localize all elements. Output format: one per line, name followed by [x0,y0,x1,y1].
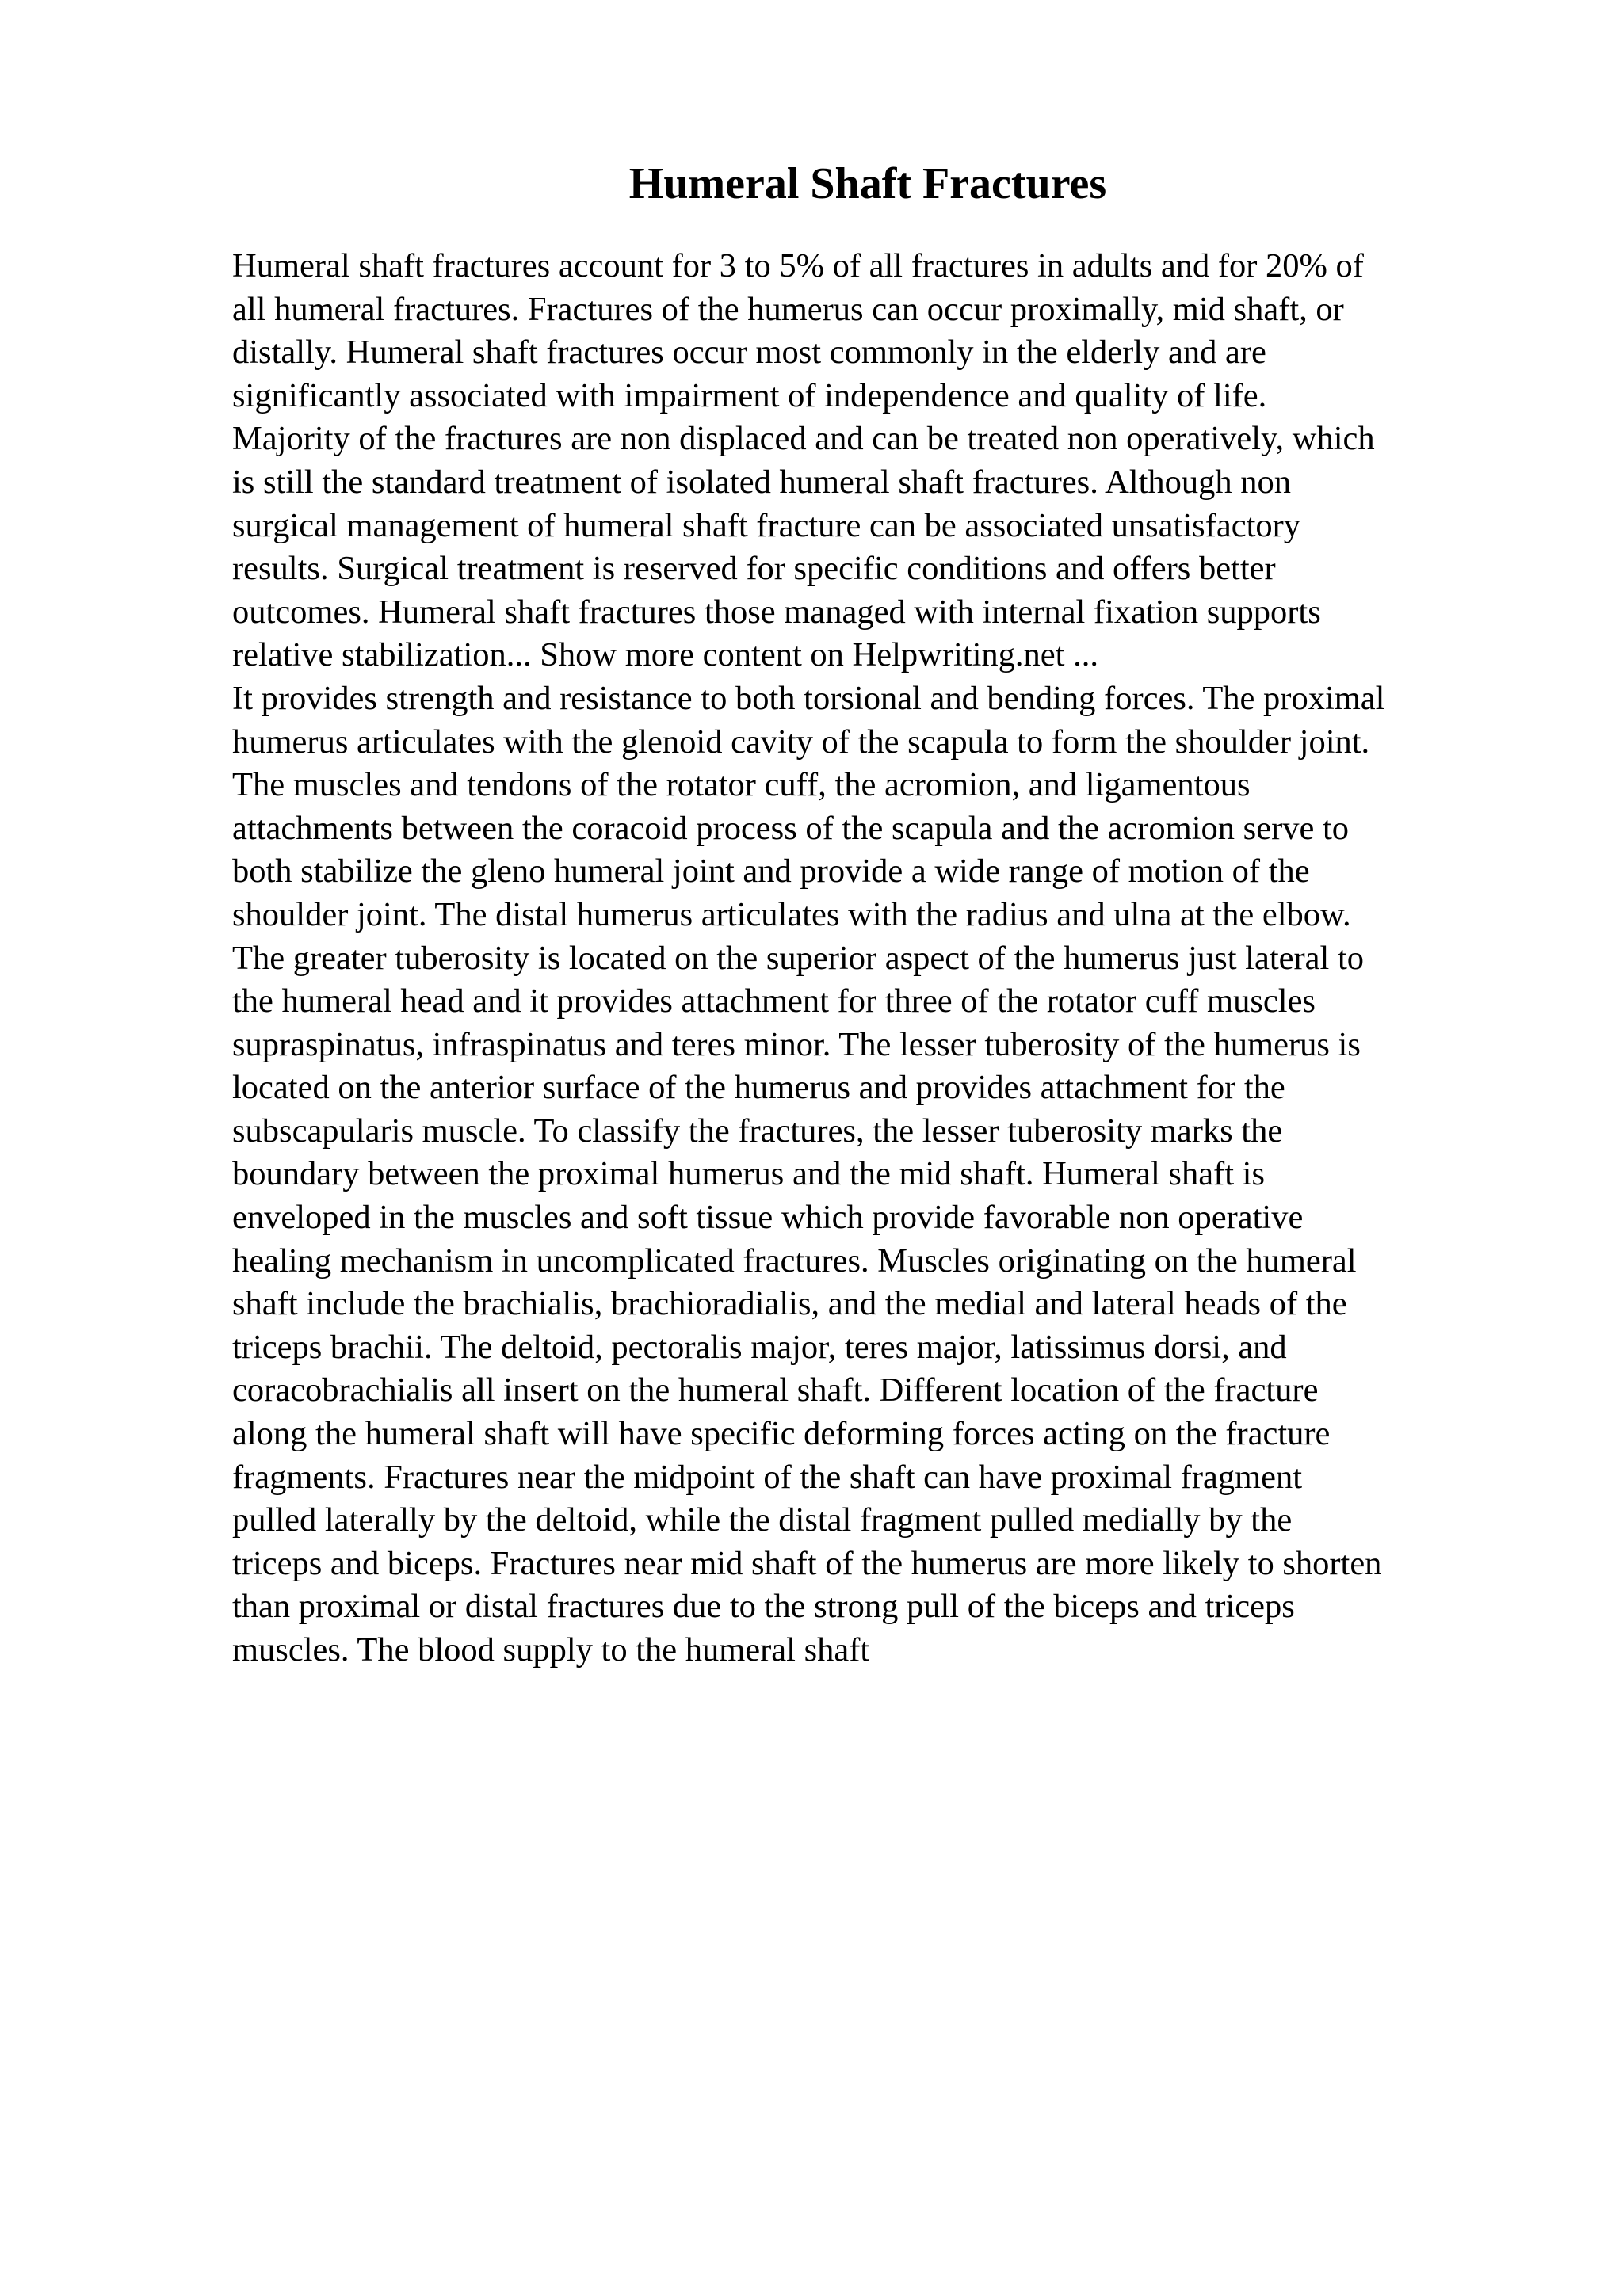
body-text-line: outcomes. Humeral shaft fractures those managed with internal fixation supports [232,593,1321,631]
document-title: Humeral Shaft Fractures [628,159,1107,208]
body-text-line: attachments between the coracoid process of the scapula and the acromion serve to [232,809,1350,847]
body-text-line: significantly associated with impairment of independence and quality of life. [232,376,1267,414]
body-text-line: The muscles and tendons of the rotator cuff, the acromion, and ligamentous [232,766,1251,804]
body-text-line: shoulder joint. The distal humerus articulates with the radius and ulna at the elbow. [232,895,1351,933]
body-text-line: muscles. The blood supply to the humeral shaft [232,1631,870,1669]
body-text-line: triceps and biceps. Fractures near mid shaft of the humerus are more likely to shorten [232,1544,1382,1582]
body-text-line: supraspinatus, infraspinatus and teres minor. The lesser tuberosity of the humerus is [232,1025,1361,1063]
body-text-line: results. Surgical treatment is reserved for specific conditions and offers better [232,550,1276,588]
body-text-line: Majority of the fractures are non displaced and can be treated non operatively, which [232,420,1375,458]
body-text-line: enveloped in the muscles and soft tissue which provide favorable non operative [232,1199,1304,1237]
body-text-line: pulled laterally by the deltoid, while the distal fragment pulled medially by the [232,1501,1293,1539]
body-text-line: both stabilize the gleno humeral joint and provide a wide range of motion of the [232,852,1310,891]
body-text-line: triceps brachii. The deltoid, pectoralis major, teres major, latissimus dorsi, and [232,1328,1287,1366]
body-text-line: healing mechanism in uncomplicated fractures. Muscles originating on the humeral [232,1241,1357,1280]
body-text-line: fragments. Fractures near the midpoint of the shaft can have proximal fragment [232,1458,1303,1496]
body-text-line: humerus articulates with the glenoid cavity of the scapula to form the shoulder joint. [232,723,1370,761]
body-text-line: shaft include the brachialis, brachioradialis, and the medial and lateral heads of the [232,1285,1347,1323]
body-text-line: distally. Humeral shaft fractures occur most commonly in the elderly and are [232,334,1266,372]
document-body [232,245,1516,1672]
body-text-line: coracobrachialis all insert on the humeral shaft. Different location of the fracture [232,1371,1319,1409]
body-text-line: along the humeral shaft will have specific deforming forces acting on the fracture [232,1415,1331,1453]
body-text-line: relative stabilization... Show more content on Helpwriting.net ... [232,636,1098,674]
body-text-line: Humeral shaft fractures account for 3 to 5% of all fractures in adults and for 20% of [232,247,1364,284]
body-text-line: located on the anterior surface of the humerus and provides attachment for the [232,1069,1285,1107]
body-text-line: boundary between the proximal humerus and the mid shaft. Humeral shaft is [232,1155,1265,1193]
body-text-line: the humeral head and it provides attachment for three of the rotator cuff muscles [232,982,1316,1020]
body-text-line: than proximal or distal fractures due to the strong pull of the biceps and triceps [232,1588,1295,1626]
body-text-line: It provides strength and resistance to both torsional and bending forces. The proximal [232,679,1385,717]
body-text-line: subscapularis muscle. To classify the fractures, the lesser tuberosity marks the [232,1112,1283,1150]
body-text-line: surgical management of humeral shaft fracture can be associated unsatisfactory [232,506,1301,544]
body-text-line: all humeral fractures. Fractures of the humerus can occur proximally, mid shaft, or [232,290,1344,328]
body-text-line: The greater tuberosity is located on the superior aspect of the humerus just lateral to [232,939,1365,977]
body-text-line: is still the standard treatment of isolated humeral shaft fractures. Although non [232,463,1292,501]
